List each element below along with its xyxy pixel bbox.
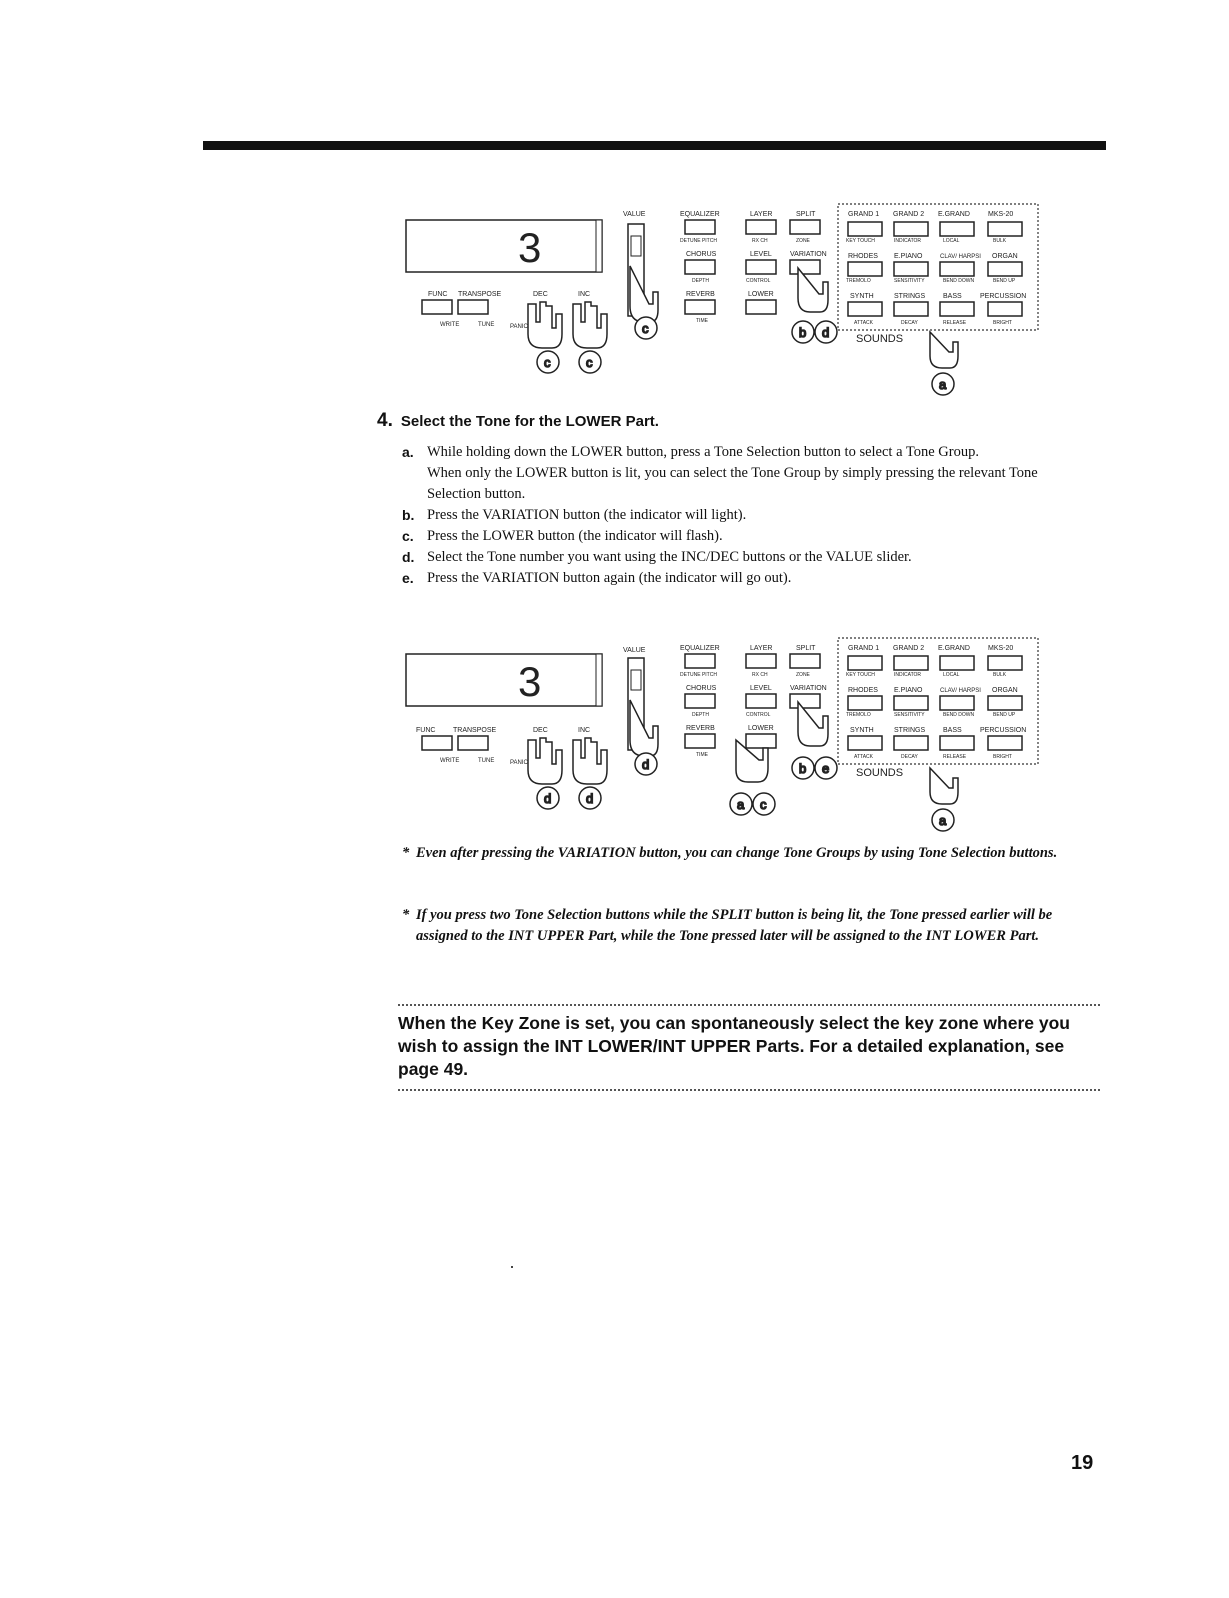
svg-text:LOWER: LOWER [748,291,774,298]
svg-text:LOCAL: LOCAL [943,672,960,678]
svg-text:ATTACK: ATTACK [854,754,873,760]
svg-text:CLAV/ HARPSI: CLAV/ HARPSI [940,688,981,694]
list-item: e. Press the VARIATION button again (the indicator will go out). [402,570,792,586]
svg-text:SYNTH: SYNTH [850,293,874,300]
svg-text:EQUALIZER: EQUALIZER [680,211,720,218]
svg-text:RELEASE: RELEASE [943,320,967,326]
svg-text:ORGAN: ORGAN [992,687,1018,694]
header-rule [203,141,1106,150]
svg-text:INDICATOR: INDICATOR [894,672,922,678]
svg-text:PERCUSSION: PERCUSSION [980,293,1027,300]
svg-text:TRANSPOSE: TRANSPOSE [458,291,502,298]
panel-diagram-1 [398,186,1048,396]
svg-text:b: b [799,325,807,340]
svg-text:BASS: BASS [943,727,962,734]
svg-text:TIME: TIME [696,752,708,758]
step-heading [377,410,659,432]
svg-text:RX CH: RX CH [752,238,768,244]
svg-text:d: d [642,757,650,772]
svg-text:INDICATOR: INDICATOR [894,238,922,244]
svg-text:PANIC: PANIC [510,324,528,330]
svg-text:c: c [586,355,593,370]
svg-text:DECAY: DECAY [901,754,918,760]
svg-text:E.PIANO: E.PIANO [894,687,923,694]
svg-text:PANIC: PANIC [510,760,528,766]
step-list [402,442,1052,589]
svg-text:c: c [760,797,767,812]
svg-text:TIME: TIME [696,318,708,324]
step-title: Select the Tone for the LOWER Part. [400,413,659,430]
svg-text:BULK: BULK [993,238,1007,244]
page-number: 19 [1071,1452,1094,1474]
svg-text:VARIATION: VARIATION [790,685,827,692]
svg-text:BEND UP: BEND UP [993,278,1016,284]
svg-text:RHODES: RHODES [848,687,878,694]
svg-text:e: e [822,761,830,776]
svg-text:CONTROL: CONTROL [746,278,771,284]
svg-text:VARIATION: VARIATION [790,251,827,258]
svg-text:STRINGS: STRINGS [894,727,926,734]
svg-text:a: a [939,377,947,392]
step-number: 4. [377,410,393,431]
svg-text:PERCUSSION: PERCUSSION [980,727,1027,734]
svg-text:DEC: DEC [533,291,548,298]
svg-text:GRAND 2: GRAND 2 [893,645,925,652]
svg-text:a: a [939,813,947,828]
svg-text:SENSITIVITY: SENSITIVITY [894,278,925,284]
svg-text:SPLIT: SPLIT [796,211,816,218]
svg-text:c: c [544,355,551,370]
svg-text:KEY TOUCH: KEY TOUCH [846,672,875,678]
svg-text:FUNC: FUNC [428,291,448,298]
list-item: a. While holding down the LOWER button, press a Tone Selection button to select a Tone Group. When only the LOWER button is lit, you can select the Tone Group by simply pressing the relevant Tone Selection button. [402,444,1038,502]
svg-text:LEVEL: LEVEL [750,685,772,692]
svg-text:GRAND 1: GRAND 1 [848,211,880,218]
svg-text:LOWER: LOWER [748,725,774,732]
svg-text:DETUNE PITCH: DETUNE PITCH [680,238,717,244]
svg-text:TUNE: TUNE [478,322,495,328]
svg-text:VALUE: VALUE [623,211,646,218]
svg-text:BULK: BULK [993,672,1007,678]
svg-text:REVERB: REVERB [686,291,715,298]
svg-text:BRIGHT: BRIGHT [993,320,1012,326]
svg-text:KEY TOUCH: KEY TOUCH [846,238,875,244]
svg-text:SPLIT: SPLIT [796,645,816,652]
svg-text:CONTROL: CONTROL [746,712,771,718]
svg-text:DECAY: DECAY [901,320,918,326]
svg-text:WRITE: WRITE [440,322,460,328]
svg-text:TREMOLO: TREMOLO [846,278,871,284]
svg-text:VALUE: VALUE [623,647,646,654]
svg-text:LAYER: LAYER [750,211,773,218]
svg-text:E.GRAND: E.GRAND [938,211,970,218]
svg-text:GRAND 1: GRAND 1 [848,645,880,652]
svg-text:GRAND 2: GRAND 2 [893,211,925,218]
list-item: d. Select the Tone number you want using the INC/DEC buttons or the VALUE slider. [402,549,912,565]
svg-text:WRITE: WRITE [440,758,460,764]
svg-text:E.GRAND: E.GRAND [938,645,970,652]
list-item: b. Press the VARIATION button (the indicator will light). [402,507,747,523]
display-digit: 3 [518,224,542,271]
svg-text:TREMOLO: TREMOLO [846,712,871,718]
note-1: * Even after pressing the VARIATION button, you can change Tone Groups by using Tone Selection buttons. [402,845,1058,861]
svg-text:RHODES: RHODES [848,253,878,260]
svg-text:SYNTH: SYNTH [850,727,874,734]
svg-text:ZONE: ZONE [796,672,810,678]
svg-text:ZONE: ZONE [796,238,810,244]
svg-text:TRANSPOSE: TRANSPOSE [453,727,497,734]
svg-text:BRIGHT: BRIGHT [993,754,1012,760]
stray-mark [511,1266,513,1268]
svg-text:d: d [544,791,552,806]
svg-text:DEPTH: DEPTH [692,712,709,718]
svg-text:DEPTH: DEPTH [692,278,709,284]
display-digit: 3 [518,658,542,705]
key-zone-callout: When the Key Zone is set, you can spontaneously select the key zone where you wish to assign the INT LOWER/INT UPPER Parts. For a detailed explanation, see page 49. [398,1004,1100,1091]
svg-text:ATTACK: ATTACK [854,320,873,326]
svg-text:CHORUS: CHORUS [686,251,717,258]
svg-text:EQUALIZER: EQUALIZER [680,645,720,652]
svg-text:c: c [642,321,649,336]
svg-text:ORGAN: ORGAN [992,253,1018,260]
svg-text:LOCAL: LOCAL [943,238,960,244]
svg-text:SENSITIVITY: SENSITIVITY [894,712,925,718]
svg-text:b: b [799,761,807,776]
svg-text:INC: INC [578,291,591,298]
svg-text:DEC: DEC [533,727,548,734]
svg-text:REVERB: REVERB [686,725,715,732]
svg-text:DETUNE PITCH: DETUNE PITCH [680,672,717,678]
svg-text:CHORUS: CHORUS [686,685,717,692]
svg-text:d: d [586,791,594,806]
svg-text:BEND DOWN: BEND DOWN [943,712,975,718]
svg-text:BEND DOWN: BEND DOWN [943,278,975,284]
svg-text:TUNE: TUNE [478,758,495,764]
svg-text:MKS-20: MKS-20 [988,645,1014,652]
svg-text:BEND UP: BEND UP [993,712,1016,718]
svg-text:FUNC: FUNC [416,727,436,734]
svg-text:d: d [822,325,830,340]
svg-text:SOUNDS: SOUNDS [856,333,904,345]
svg-text:RX CH: RX CH [752,672,768,678]
note-2: * If you press two Tone Selection buttons while the SPLIT button is being lit, the Tone pressed earlier will be assigned to the INT UPPER Part, while the Tone pressed later will be assigned to the INT LOWER Part. [402,907,1053,944]
svg-text:BASS: BASS [943,293,962,300]
svg-text:RELEASE: RELEASE [943,754,967,760]
svg-text:a: a [737,797,745,812]
svg-text:STRINGS: STRINGS [894,293,926,300]
svg-text:LEVEL: LEVEL [750,251,772,258]
svg-text:CLAV/ HARPSI: CLAV/ HARPSI [940,254,981,260]
svg-text:E.PIANO: E.PIANO [894,253,923,260]
svg-text:MKS-20: MKS-20 [988,211,1014,218]
svg-text:SOUNDS: SOUNDS [856,767,904,779]
svg-text:INC: INC [578,727,591,734]
panel-diagram-2 [398,622,1048,832]
list-item: c. Press the LOWER button (the indicator will flash). [402,528,723,544]
svg-text:LAYER: LAYER [750,645,773,652]
